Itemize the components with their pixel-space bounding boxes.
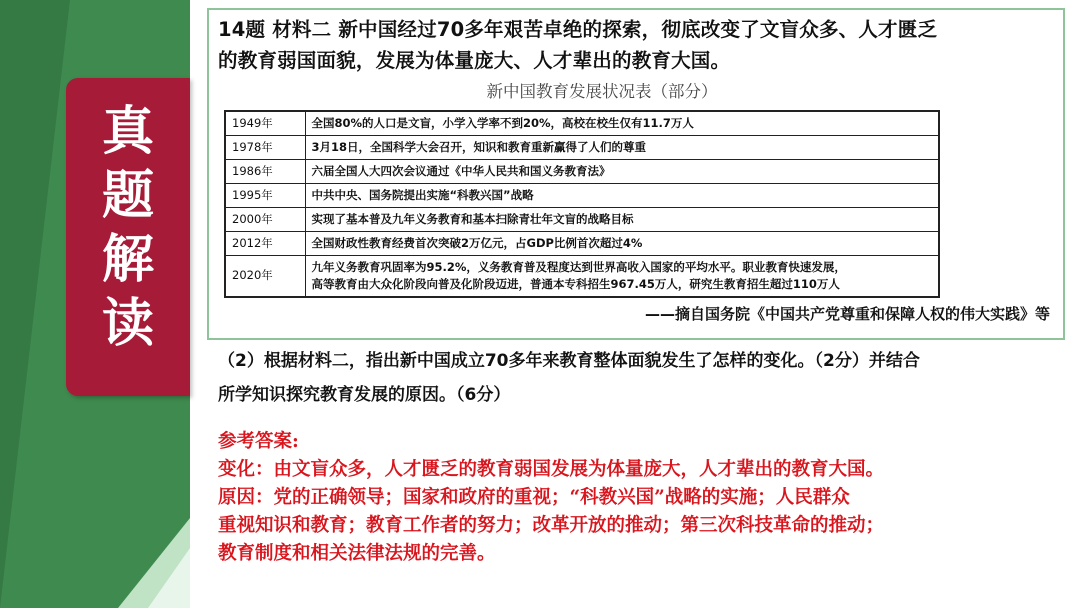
event-line: 九年义务教育巩固率为95.2%，义务教育普及程度达到世界高收入国家的平均水平。职业教育快速发展， [311, 259, 846, 274]
year-cell: 1986年 [225, 159, 305, 183]
table-row [225, 183, 939, 207]
year-cell: 1995年 [225, 183, 305, 207]
answer-reason-line: 原因：党的正确领导；国家和政府的重视；“科教兴国”战略的实施；人民群众 [218, 487, 850, 508]
year-cell: 1949年 [225, 111, 305, 135]
table-row [225, 207, 939, 231]
material-heading [218, 14, 1058, 76]
reference-answer [218, 428, 1068, 568]
year-cell: 2020年 [225, 255, 305, 297]
answer-reason-line: 重视知识和教育；教育工作者的努力；改革开放的推动；第三次科技革命的推动； [218, 515, 885, 536]
title-char: 题 [101, 165, 154, 226]
material-heading-line: 14题 材料二 新中国经过70多年艰苦卓绝的探索，彻底改变了文盲众多、人才匮乏 [218, 18, 938, 41]
table-row [225, 231, 939, 255]
year-cell: 1978年 [225, 135, 305, 159]
event-cell: 中共中央、国务院提出实施“科教兴国”战略 [305, 183, 939, 207]
title-char: 解 [101, 229, 154, 290]
title-char: 真 [101, 101, 154, 162]
question-text [218, 344, 1058, 412]
year-cell: 2000年 [225, 207, 305, 231]
question-line: 所学知识探究教育发展的原因。（6分） [218, 385, 511, 405]
event-line: 高等教育由大众化阶段向普及化阶段迈进，普通本专科招生967.45万人，研究生教育招生超过110万人 [311, 276, 840, 291]
section-title [66, 100, 190, 356]
table-row [225, 159, 939, 183]
section-title-tab [66, 78, 190, 396]
table-row [225, 255, 939, 297]
table-caption: 新中国教育发展状况表（部分） [486, 82, 718, 101]
event-cell: 实现了基本普及九年义务教育和基本扫除青壮年文盲的战略目标 [305, 207, 939, 231]
event-cell [305, 255, 939, 297]
answer-label: 参考答案: [218, 431, 299, 452]
education-table [224, 110, 940, 298]
answer-reason-line: 教育制度和相关法律法规的完善。 [218, 543, 496, 564]
answer-change: 变化：由文盲众多，人才匮乏的教育弱国发展为体量庞大，人才辈出的教育大国。 [218, 459, 885, 480]
table-row [225, 135, 939, 159]
table-row [225, 111, 939, 135]
title-char: 读 [101, 293, 154, 354]
decorative-shade [0, 0, 70, 608]
event-cell: 全国80%的人口是文盲，小学入学率不到20%，高校在校生仅有11.7万人 [305, 111, 939, 135]
event-cell: 全国财政性教育经费首次突破2万亿元，占GDP比例首次超过4% [305, 231, 939, 255]
event-cell: 六届全国人大四次会议通过《中华人民共和国义务教育法》 [305, 159, 939, 183]
material-heading-line: 的教育弱国面貌，发展为体量庞大、人才辈出的教育大国。 [218, 49, 731, 72]
event-cell: 3月18日，全国科学大会召开，知识和教育重新赢得了人们的尊重 [305, 135, 939, 159]
question-line: （2）根据材料二，指出新中国成立70多年来教育整体面貌发生了怎样的变化。（2分）并结合 [218, 351, 920, 371]
source-citation: ——摘自国务院《中国共产党尊重和保障人权的伟大实践》等 [644, 305, 1050, 323]
decorative-corner-light [148, 548, 190, 608]
year-cell: 2012年 [225, 231, 305, 255]
